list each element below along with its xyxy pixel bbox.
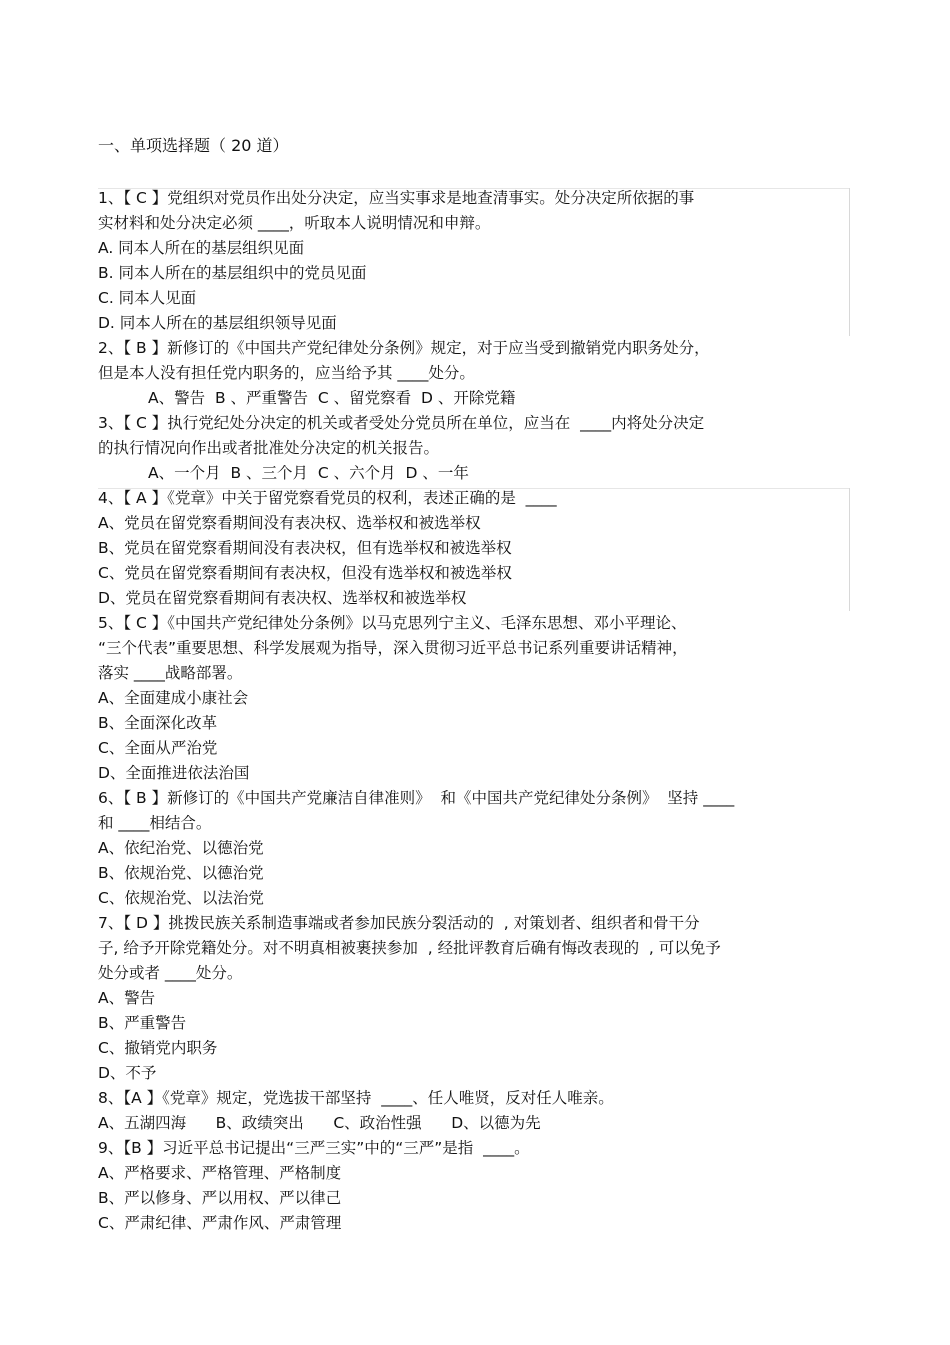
question-text: 的执行情况向作出或者批准处分决定的机关报告。: [98, 439, 440, 457]
option-a: A、警告: [98, 989, 156, 1007]
option-a: A、严格要求、严格管理、严格制度: [98, 1164, 342, 1182]
question-text: 落实 ____战略部署。: [98, 664, 243, 682]
option-a: A. 同本人所在的基层组织见面: [98, 239, 305, 257]
question-text: 3、【 C 】执行党纪处分决定的机关或者受处分党员所在单位，应当在 ____内将处分决定: [98, 414, 705, 432]
option-c: C、全面从严治党: [98, 739, 218, 757]
question-text: 5、【 C 】《中国共产党纪律处分条例》以马克思列宁主义、毛泽东思想、邓小平理论、: [98, 614, 687, 632]
question-7: [98, 911, 858, 1086]
question-1: [98, 186, 858, 336]
option-c: C、严肃纪律、严肃作风、严肃管理: [98, 1214, 342, 1232]
question-4: [98, 486, 858, 611]
option-d: D、不予: [98, 1064, 157, 1082]
question-text: 实材料和处分决定必须 ____，听取本人说明情况和申辩。: [98, 214, 491, 232]
question-6: [98, 786, 858, 911]
question-text: 处分或者 ____处分。: [98, 964, 243, 982]
option-b: B. 同本人所在的基层组织中的党员见面: [98, 264, 367, 282]
option-b: B、全面深化改革: [98, 714, 218, 732]
option-c: C、撤销党内职务: [98, 1039, 218, 1057]
option-a: A、依纪治党、以德治党: [98, 839, 264, 857]
section-title: 一、单项选择题（ 20 道）: [98, 136, 289, 155]
inline-options: A、五湖四海 B、政绩突出 C、政治性强 D、以德为先: [98, 1114, 541, 1132]
inline-options: A、一个月 B 、三个月 C 、六个月 D 、一年: [148, 464, 469, 482]
option-c: C、依规治党、以法治党: [98, 889, 264, 907]
question-9: [98, 1136, 858, 1236]
question-text: 和 ____相结合。: [98, 814, 212, 832]
option-d: D. 同本人所在的基层组织领导见面: [98, 314, 337, 332]
question-3: [98, 411, 858, 486]
question-text: 8、【A 】《党章》规定，党选拔干部坚持 ____、任人唯贤，反对任人唯亲。: [98, 1089, 614, 1107]
option-d: D、全面推进依法治国: [98, 764, 250, 782]
question-text: 1、【 C 】党组织对党员作出处分决定，应当实事求是地查清事实。处分决定所依据的事: [98, 189, 695, 207]
option-a: A、党员在留党察看期间没有表决权、选举权和被选举权: [98, 514, 481, 532]
question-8: [98, 1086, 858, 1136]
question-text: 2、【 B 】新修订的《中国共产党纪律处分条例》规定，对于应当受到撤销党内职务处分，: [98, 339, 710, 357]
question-text: 子, 给予开除党籍处分。对不明真相被裹挟参加 , 经批评教育后确有悔改表现的 , 可以免予: [98, 939, 721, 957]
option-b: B、严以修身、严以用权、严以律己: [98, 1189, 342, 1207]
option-c: C. 同本人见面: [98, 289, 197, 307]
option-b: B、严重警告: [98, 1014, 187, 1032]
inline-options: A、警告 B 、严重警告 C 、留党察看 D 、开除党籍: [148, 389, 516, 407]
option-b: B、依规治党、以德治党: [98, 864, 264, 882]
question-text: 4、【 A 】《党章》中关于留党察看党员的权利，表述正确的是 ____: [98, 489, 557, 507]
question-text: 6、【 B 】新修订的《中国共产党廉洁自律准则》 和《中国共产党纪律处分条例》 坚持 ____: [98, 789, 735, 807]
question-text: 7、【 D 】挑拨民族关系制造事端或者参加民族分裂活动的 , 对策划者、组织者和骨干分: [98, 914, 700, 932]
question-list: [98, 186, 858, 1236]
option-c: C、党员在留党察看期间有表决权，但没有选举权和被选举权: [98, 564, 512, 582]
option-b: B、党员在留党察看期间没有表决权，但有选举权和被选举权: [98, 539, 512, 557]
option-d: D、党员在留党察看期间有表决权、选举权和被选举权: [98, 589, 467, 607]
question-text: “三个代表”重要思想、科学发展观为指导，深入贯彻习近平总书记系列重要讲话精神，: [98, 639, 688, 657]
option-a: A、全面建成小康社会: [98, 689, 249, 707]
question-2: [98, 336, 858, 411]
question-text: 但是本人没有担任党内职务的，应当给予其 ____处分。: [98, 364, 475, 382]
question-5: [98, 611, 858, 786]
question-text: 9、【B 】习近平总书记提出“三严三实”中的“三严”是指 ____。: [98, 1139, 530, 1157]
